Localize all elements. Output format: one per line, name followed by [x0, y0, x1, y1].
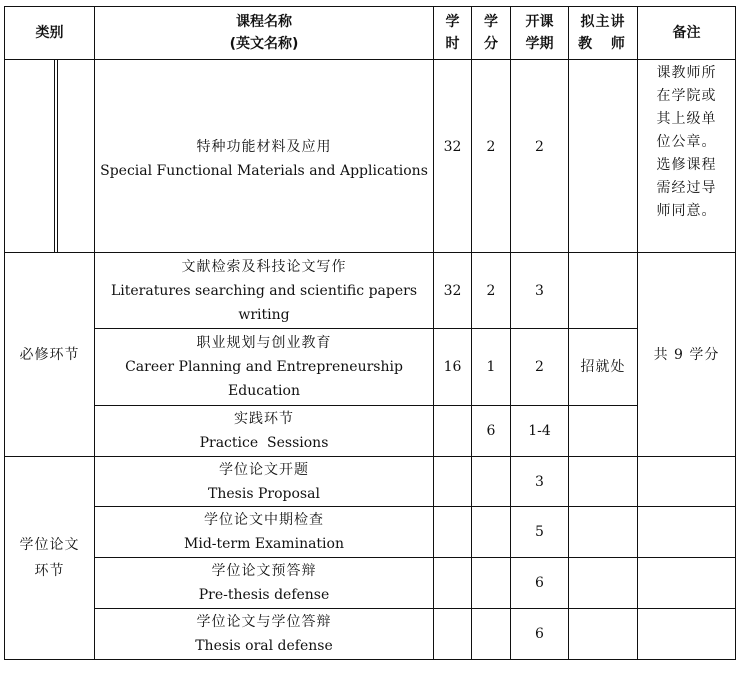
- table-row-oral-defense-term: 6: [535, 626, 544, 642]
- elective-hours: 32: [443, 139, 462, 155]
- table-row-career-term: 2: [535, 359, 544, 375]
- rule-sub-a: [54, 59, 55, 253]
- table-row-thesis-proposal-name: 学位论文开题 Thesis Proposal: [208, 461, 320, 502]
- header-term: 开课 学期: [525, 14, 554, 52]
- required-remark: 共 9 学分: [653, 346, 720, 363]
- table-row-practice-credits: 6: [486, 423, 496, 439]
- rule-right: [735, 6, 736, 660]
- elective-credits: 2: [486, 139, 496, 155]
- table-row-literature-name: 文献检索及科技论文写作 Literatures searching and scientific papers writing: [111, 258, 417, 323]
- header-category: 类别: [35, 25, 64, 41]
- table-row-practice-name: 实践环节 Practice Sessions: [199, 411, 329, 451]
- elective-remark: 课教师所 在学院或 其上级单 位公章。 选修课程 需经过导 师同意。: [656, 65, 717, 219]
- table-row-prethesis-name: 学位论文预答辩 Pre-thesis defense: [198, 563, 330, 603]
- table-row-midterm-name: 学位论文中期检查 Mid-term Examination: [184, 512, 344, 552]
- table-row-midterm-term: 5: [535, 524, 544, 540]
- header-credits: 学 分: [484, 14, 498, 52]
- header-hours: 学 时: [445, 14, 460, 52]
- table-row-literature-hours: 32: [443, 282, 462, 299]
- table-row-literature-term: 3: [535, 282, 544, 299]
- table-row-literature-credits: 2: [486, 282, 496, 299]
- thesis-category: 学位论文 环节: [19, 537, 80, 579]
- table-row-career-name: 职业规划与创业教育 Career Planning and Entrepreneurship Education: [125, 335, 403, 399]
- table-row-practice-term: 1-4: [528, 423, 551, 439]
- rule-sub-b: [57, 59, 58, 253]
- required-category: 必修环节: [19, 346, 80, 363]
- table-row-thesis-proposal-term: 3: [535, 473, 544, 490]
- table-row-career-credits: 1: [486, 359, 496, 375]
- elective-term: 2: [535, 139, 544, 155]
- table-row-career-hours: 16: [443, 359, 462, 375]
- elective-course-name: 特种功能材料及应用 Special Functional Materials and Applications: [100, 139, 428, 179]
- table-row-career-teacher: 招就处: [580, 359, 626, 375]
- header-teacher: 拟主讲 教 师: [578, 14, 628, 52]
- table-row-oral-defense-name: 学位论文与学位答辩 Thesis oral defense: [195, 614, 333, 654]
- header-remark: 备注: [672, 25, 701, 41]
- rule-bottom: [4, 659, 736, 660]
- table-row-prethesis-term: 6: [535, 575, 544, 591]
- header-course-name: 课程名称 (英文名称): [229, 14, 299, 52]
